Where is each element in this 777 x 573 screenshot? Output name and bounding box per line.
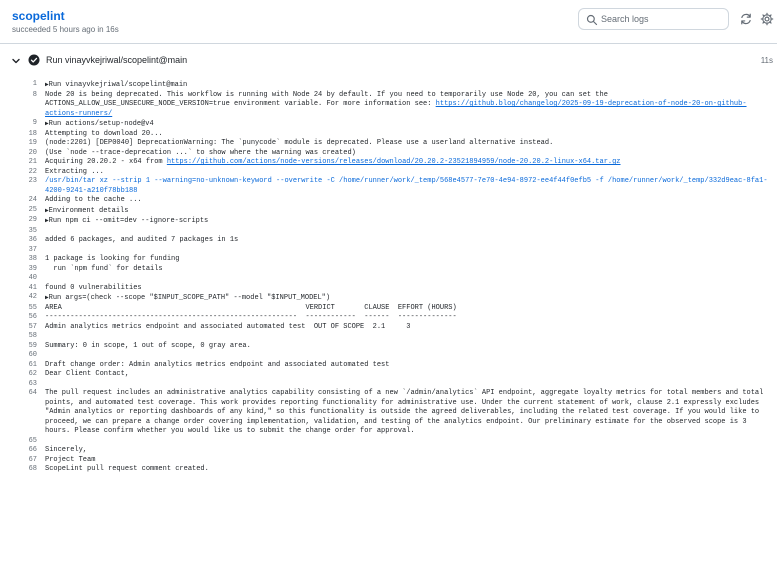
log-line: 57 Admin analytics metrics endpoint and associated automated test OUT OF SCOPE 2.1 3 [28,322,411,331]
log-line: 60 [28,351,37,359]
step-title: Run vinayvkejriwal/scopelint@main [46,55,188,65]
step-header[interactable] [0,52,777,70]
log-line: 24 Adding to the cache ... [28,196,142,204]
log-line: 41 found 0 vulnerabilities [28,283,142,292]
log-line: 63 [28,379,37,388]
job-title[interactable]: scopelint [12,9,65,23]
expand-triangle-icon[interactable]: ▶ [45,294,49,301]
log-line: 20 (Use `node --trace-deprecation ...` to show where the warning was created) [28,148,356,157]
expand-triangle-icon[interactable]: ▶ [45,206,49,214]
refresh-icon[interactable] [739,12,753,26]
gear-icon[interactable] [760,12,774,26]
log-line[interactable]: 1 ▶Run vinayvkejriwal/scopelint@main [32,80,188,89]
deprecation-link[interactable]: https://github.blog/changelog/2025-09-19-deprecation-of-node-20-on-github-actions-runners/ [45,100,747,118]
log-line: 18 Attempting to download 20... [28,129,163,138]
expand-triangle-icon[interactable]: ▶ [45,217,49,224]
log-line: 35 [28,226,37,235]
log-line: 68 ScopeLint pull request comment created. [28,465,209,473]
log-line: 64 The pull request includes an administrative analytics capability consisting of a new `/admin/analytics` API endpoint, aggregate loyalty metrics for total members and total points, and automated test coverage. This work provides reporting functionality for administrative use. Under the current statement of work, clause 2.1 expressly excludes "Admin analytics or reporting dashboards of any kind," so this functionality is outside the agreed deliverables, including the related test coverage. If you would like to proceed, we can prepare a change order covering implementation, validation, and testing of the analytics endpoint. Our preliminary estimate for the observed scope is 3 hours. Please confirm whether you would like us to submit the change order for approval. [28,389,768,435]
search-input[interactable] [601,11,721,27]
log-line: 23 /usr/bin/tar xz --strip 1 --warning=no-unknown-keyword --overwrite -C /home/runner/work/_temp/568e4577-7e70-4e94-8972-ee4f44f0efb5 -f /home/runner/work/_temp/332d9eac-8fa1-4200-9241-a210f78bb188 [28,177,768,195]
log-line: 21 Acquiring 20.20.2 - x64 from https://github.com/actions/node-versions/releases/download/20.20.2-23521894959/node-20.20.2-linux-x64.tar.gz [28,158,621,166]
log-line: 37 [28,245,37,254]
search-icon [586,14,598,26]
log-line: 59 Summary: 0 in scope, 1 out of scope, 0 gray area. [28,341,251,350]
job-status: succeeded 5 hours ago in 16s [12,25,119,34]
log-line: 66 Sincerely, [28,446,88,454]
log-line: 62 Dear Client Contact, [28,370,130,378]
node-download-link[interactable]: https://github.com/actions/node-versions/releases/download/20.20.2-23521894959/node-20.20.2-linux-x64.tar.gz [166,158,621,166]
log-line: 39 run `npm fund` for details [28,264,163,273]
log-line: 67 Project Team [28,455,96,464]
log-line[interactable]: 42 ▶Run args=(check --scope "$INPUT_SCOPE_PATH" --model "$INPUT_MODEL") [28,293,331,302]
log-line: 56 ------------------------------------------------------------ ------------ ------ -------------- [28,313,457,321]
search-box[interactable] [578,8,729,30]
log-line[interactable]: 25 ▶Environment details [28,205,129,215]
log-line: 55 AREA VERDICT CLAUSE EFFORT (HOURS) [28,303,457,312]
log-line: 8 Node 20 is being deprecated. This workflow is running with Node 24 by default. If you need to temporarily use Node 20, you can set the ACTIONS_ALLOW_USE_UNSECURE_NODE_VERSION=true environment variable. For more information see: https://github.blog/changelog/2025-09-19-deprecation-of-node-20-on-github-actions-runners/ [32,90,747,118]
log-line: 58 [28,332,37,340]
log-line: 61 Draft change order: Admin analytics metrics endpoint and associated automated test [28,360,390,369]
job-header [0,0,777,44]
log-line: 36 added 6 packages, and audited 7 packages in 1s [28,236,239,244]
chevron-down-icon[interactable] [11,56,21,66]
expand-triangle-icon[interactable]: ▶ [45,120,49,127]
log-line: 22 Extracting ... [28,167,104,176]
log-line: 40 [28,274,37,282]
log-line: 65 [28,436,37,445]
expand-triangle-icon[interactable]: ▶ [45,81,49,88]
log-line: 38 1 package is looking for funding [28,255,180,263]
log-output [0,80,777,475]
step-duration: 11s [760,56,773,65]
log-line[interactable]: 29 ▶Run npm ci --omit=dev --ignore-scripts [28,216,209,225]
log-line: 19 (node:2201) [DEP0040] DeprecationWarning: The `punycode` module is deprecated. Please use a userland alternative instead. [28,139,554,147]
check-circle-icon [28,54,40,66]
log-line[interactable]: 9 ▶Run actions/setup-node@v4 [32,119,154,128]
